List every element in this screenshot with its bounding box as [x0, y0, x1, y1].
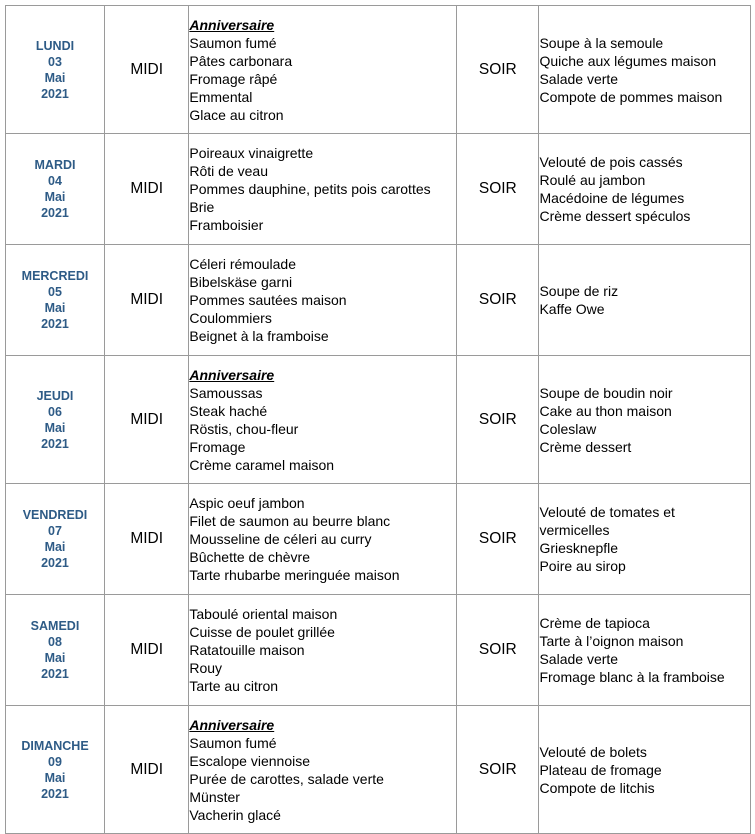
lunch-dish: Framboisier — [189, 217, 264, 233]
dinner-dish: Soupe de riz — [539, 283, 619, 299]
day-name: VENDREDI — [22, 508, 88, 522]
lunch-dish: Beignet à la framboise — [189, 328, 329, 344]
dinner-menu — [539, 134, 751, 245]
midi-label: MIDI — [104, 484, 188, 595]
lunch-dish: Cuisse de poulet grillée — [189, 624, 335, 640]
dinner-menu — [539, 6, 751, 134]
dinner-dish: Soupe de boudin noir — [539, 384, 673, 401]
midi-label: MIDI — [104, 6, 188, 134]
day-year: 2021 — [41, 667, 69, 681]
day-year: 2021 — [41, 786, 69, 801]
lunch-dish: Céleri rémoulade — [189, 256, 296, 272]
lunch-dish: Röstis, chou-fleur — [189, 420, 299, 437]
lunch-dish: Purée de carottes, salade verte — [189, 770, 384, 787]
lunch-dish: Aspic oeuf jambon — [189, 495, 305, 511]
day-date: 09 — [48, 754, 62, 769]
dinner-dish: Soupe à la semoule — [539, 34, 664, 51]
day-cell — [6, 6, 105, 134]
day-cell — [6, 706, 105, 834]
midi-label: MIDI — [104, 134, 188, 245]
lunch-dish: Bûchette de chèvre — [189, 549, 311, 565]
lunch-dish: Steak haché — [189, 402, 268, 419]
day-name: MERCREDI — [21, 269, 89, 283]
menu-body — [6, 6, 751, 834]
soir-label: SOIR — [457, 134, 539, 245]
dinner-dish: Plateau de fromage — [539, 761, 662, 778]
lunch-dish: Taboulé oriental maison — [189, 606, 338, 622]
dinner-dish: vermicelles — [539, 522, 610, 538]
lunch-menu — [189, 245, 457, 356]
day-row — [6, 356, 751, 484]
dinner-dish: Poire au sirop — [539, 558, 626, 574]
day-year: 2021 — [41, 86, 69, 101]
day-cell — [6, 356, 105, 484]
day-row — [6, 6, 751, 134]
lunch-menu — [189, 134, 457, 245]
day-date: 08 — [48, 635, 62, 649]
lunch-dish: Poireaux vinaigrette — [189, 145, 314, 161]
day-month: Mai — [44, 420, 66, 435]
lunch-dish: Mousseline de céleri au curry — [189, 531, 372, 547]
dinner-dish: Crème dessert spéculos — [539, 208, 691, 224]
lunch-dish: Bibelskäse garni — [189, 274, 293, 290]
lunch-dish: Münster — [189, 788, 240, 805]
dinner-dish: Quiche aux légumes maison — [539, 52, 717, 69]
day-row — [6, 595, 751, 706]
lunch-dish: Brie — [189, 199, 215, 215]
dinner-dish: Macédoine de légumes — [539, 190, 685, 206]
day-month: Mai — [44, 70, 66, 85]
dinner-dish: Crème dessert — [539, 438, 632, 455]
anniversaire-label: Anniversaire — [189, 716, 275, 733]
soir-label: SOIR — [457, 706, 539, 834]
dinner-dish: Fromage blanc à la framboise — [539, 669, 725, 685]
day-name: SAMEDI — [30, 619, 80, 633]
day-year: 2021 — [41, 436, 69, 451]
lunch-dish: Saumon fumé — [189, 34, 277, 51]
lunch-menu — [189, 356, 457, 484]
day-month: Mai — [44, 540, 66, 554]
lunch-dish: Coulommiers — [189, 310, 272, 326]
day-cell — [6, 245, 105, 356]
day-date: 07 — [48, 524, 62, 538]
day-name: DIMANCHE — [21, 738, 89, 753]
midi-label: MIDI — [104, 356, 188, 484]
dinner-dish: Roulé au jambon — [539, 172, 646, 188]
dinner-dish: Crème de tapioca — [539, 615, 650, 631]
midi-label: MIDI — [104, 595, 188, 706]
lunch-menu — [189, 6, 457, 134]
lunch-dish: Vacherin glacé — [189, 806, 281, 823]
dinner-dish: Compote de pommes maison — [539, 88, 723, 105]
day-year: 2021 — [41, 317, 69, 331]
day-date: 05 — [48, 285, 62, 299]
soir-label: SOIR — [457, 6, 539, 134]
day-month: Mai — [44, 651, 66, 665]
lunch-dish: Tarte au citron — [189, 678, 279, 694]
dinner-dish: Salade verte — [539, 70, 619, 87]
lunch-dish: Fromage — [189, 438, 246, 455]
dinner-dish: Velouté de bolets — [539, 743, 647, 760]
lunch-menu — [189, 595, 457, 706]
day-name: LUNDI — [35, 38, 75, 53]
day-cell — [6, 134, 105, 245]
lunch-dish: Fromage râpé — [189, 70, 278, 87]
day-cell — [6, 595, 105, 706]
day-date: 06 — [48, 404, 62, 419]
anniversaire-label: Anniversaire — [189, 366, 275, 383]
day-row — [6, 706, 751, 834]
day-name: JEUDI — [36, 388, 74, 403]
lunch-dish: Tarte rhubarbe meringuée maison — [189, 567, 400, 583]
day-row — [6, 484, 751, 595]
lunch-dish: Pommes sautées maison — [189, 292, 347, 308]
weekly-menu-table — [5, 5, 751, 834]
day-month: Mai — [44, 301, 66, 315]
day-year: 2021 — [41, 556, 69, 570]
lunch-dish: Filet de saumon au beurre blanc — [189, 513, 391, 529]
dinner-menu — [539, 356, 751, 484]
day-date: 04 — [48, 174, 62, 188]
dinner-menu — [539, 595, 751, 706]
soir-label: SOIR — [457, 356, 539, 484]
lunch-menu — [189, 706, 457, 834]
dinner-dish: Velouté de pois cassés — [539, 154, 683, 170]
day-month: Mai — [44, 190, 66, 204]
dinner-menu — [539, 484, 751, 595]
soir-label: SOIR — [457, 245, 539, 356]
midi-label: MIDI — [104, 706, 188, 834]
dinner-dish: Kaffe Owe — [539, 301, 605, 317]
dinner-dish: Griesknepfle — [539, 540, 619, 556]
day-year: 2021 — [41, 206, 69, 220]
day-name: MARDI — [34, 158, 76, 172]
day-month: Mai — [44, 770, 66, 785]
dinner-dish: Coleslaw — [539, 420, 597, 437]
midi-label: MIDI — [104, 245, 188, 356]
lunch-dish: Saumon fumé — [189, 734, 277, 751]
soir-label: SOIR — [457, 484, 539, 595]
dinner-dish: Cake au thon maison — [539, 402, 672, 419]
dinner-dish: Tarte à l’oignon maison — [539, 633, 684, 649]
soir-label: SOIR — [457, 595, 539, 706]
day-cell — [6, 484, 105, 595]
lunch-dish: Crème caramel maison — [189, 456, 335, 473]
dinner-menu — [539, 245, 751, 356]
day-date: 03 — [48, 54, 62, 69]
dinner-dish: Compote de litchis — [539, 779, 655, 796]
lunch-dish: Glace au citron — [189, 106, 284, 123]
lunch-dish: Pâtes carbonara — [189, 52, 293, 69]
dinner-dish: Velouté de tomates et — [539, 504, 675, 520]
lunch-dish: Escalope viennoise — [189, 752, 311, 769]
anniversaire-label: Anniversaire — [189, 16, 275, 33]
lunch-dish: Pommes dauphine, petits pois carottes — [189, 181, 431, 197]
lunch-dish: Rôti de veau — [189, 163, 268, 179]
dinner-dish: Salade verte — [539, 651, 619, 667]
day-row — [6, 245, 751, 356]
day-row — [6, 134, 751, 245]
dinner-menu — [539, 706, 751, 834]
lunch-dish: Rouy — [189, 660, 223, 676]
lunch-dish: Samoussas — [189, 384, 263, 401]
lunch-dish: Ratatouille maison — [189, 642, 305, 658]
lunch-dish: Emmental — [189, 88, 253, 105]
lunch-menu — [189, 484, 457, 595]
